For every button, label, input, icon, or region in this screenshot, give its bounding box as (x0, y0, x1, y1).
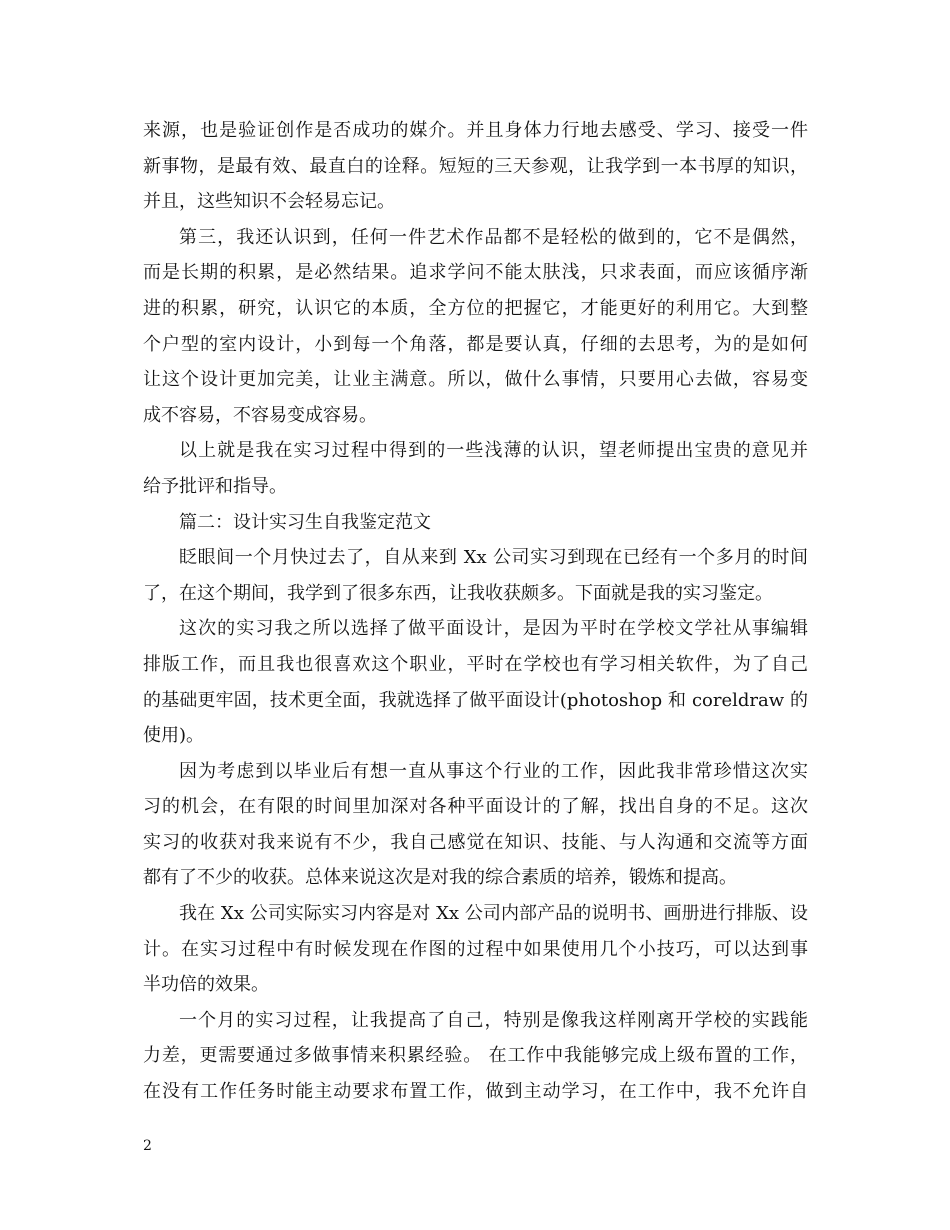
text-line: 半功倍的效果。 (143, 974, 269, 996)
body-text (143, 113, 808, 1110)
text-line: 新事物，是最有效、最直白的诠释。短短的三天参观，让我学到一本书厚的知识， (143, 155, 808, 177)
text-line: 我在 Xx 公司实际实习内容是对 Xx 公司内部产品的说明书、画册进行排版、设 (179, 903, 808, 925)
text-line: 个户型的室内设计，小到每一个角落，都是要认真，仔细的去思考，为的是如何 (143, 333, 808, 355)
text-line: 实习的收获对我来说有不少，我自己感觉在知识、技能、与人沟通和交流等方面 (143, 831, 808, 853)
text-line: 力差，更需要通过多做事情来积累经验。 在工作中我能够完成上级布置的工作， (143, 1045, 808, 1067)
text-line: 习的机会，在有限的时间里加深对各种平面设计的了解，找出自身的不足。这次 (143, 796, 808, 818)
text-line: 都有了不少的收获。总体来说这次是对我的综合素质的培养，锻炼和提高。 (143, 867, 737, 889)
text-line: 而是长期的积累，是必然结果。追求学问不能太肤浅，只求表面，而应该循序渐 (143, 262, 808, 284)
text-line: 这次的实习我之所以选择了做平面设计，是因为平时在学校文学社从事编辑 (179, 618, 808, 640)
text-line: 计。在实习过程中有时候发现在作图的过程中如果使用几个小技巧，可以达到事 (143, 938, 808, 960)
text-line: 一个月的实习过程，让我提高了自己，特别是像我这样刚离开学校的实践能 (179, 1009, 808, 1031)
text-line: 让这个设计更加完美，让业主满意。所以，做什么事情，只要用心去做，容易变 (143, 369, 808, 391)
text-line: 成不容易，不容易变成容易。 (143, 404, 377, 426)
text-line: 篇二：设计实习生自我鉴定范文 (179, 511, 431, 533)
text-line: 在没有工作任务时能主动要求布置工作，做到主动学习，在工作中，我不允许自 (143, 1081, 808, 1103)
text-line: 并且，这些知识不会轻易忘记。 (143, 191, 395, 213)
text-line: 第三，我还认识到，任何一件艺术作品都不是轻松的做到的，它不是偶然， (179, 226, 808, 248)
text-line: 的基础更牢固，技术更全面，我就选择了做平面设计(photoshop 和 coreldraw 的 (143, 689, 808, 711)
text-line: 因为考虑到以毕业后有想一直从事这个行业的工作，因此我非常珍惜这次实 (179, 760, 808, 782)
text-line: 来源，也是验证创作是否成功的媒介。并且身体力行地去感受、学习、接受一件 (143, 120, 808, 141)
text-line: 排版工作，而且我也很喜欢这个职业，平时在学校也有学习相关软件，为了自己 (143, 653, 808, 675)
text-line: 了，在这个期间，我学到了很多东西，让我收获颇多。下面就是我的实习鉴定。 (143, 582, 773, 604)
text-line: 眨眼间一个月快过去了，自从来到 Xx 公司实习到现在已经有一个多月的时间 (179, 547, 808, 569)
text-line: 使用)。 (143, 725, 205, 747)
text-line: 以上就是我在实习过程中得到的一些浅薄的认识，望老师提出宝贵的意见并 (179, 440, 808, 462)
page-number: 2 (143, 1138, 152, 1154)
text-line: 进的积累，研究，认识它的本质，全方位的把握它，才能更好的利用它。大到整 (143, 297, 808, 319)
text-line: 给予批评和指导。 (143, 475, 287, 497)
